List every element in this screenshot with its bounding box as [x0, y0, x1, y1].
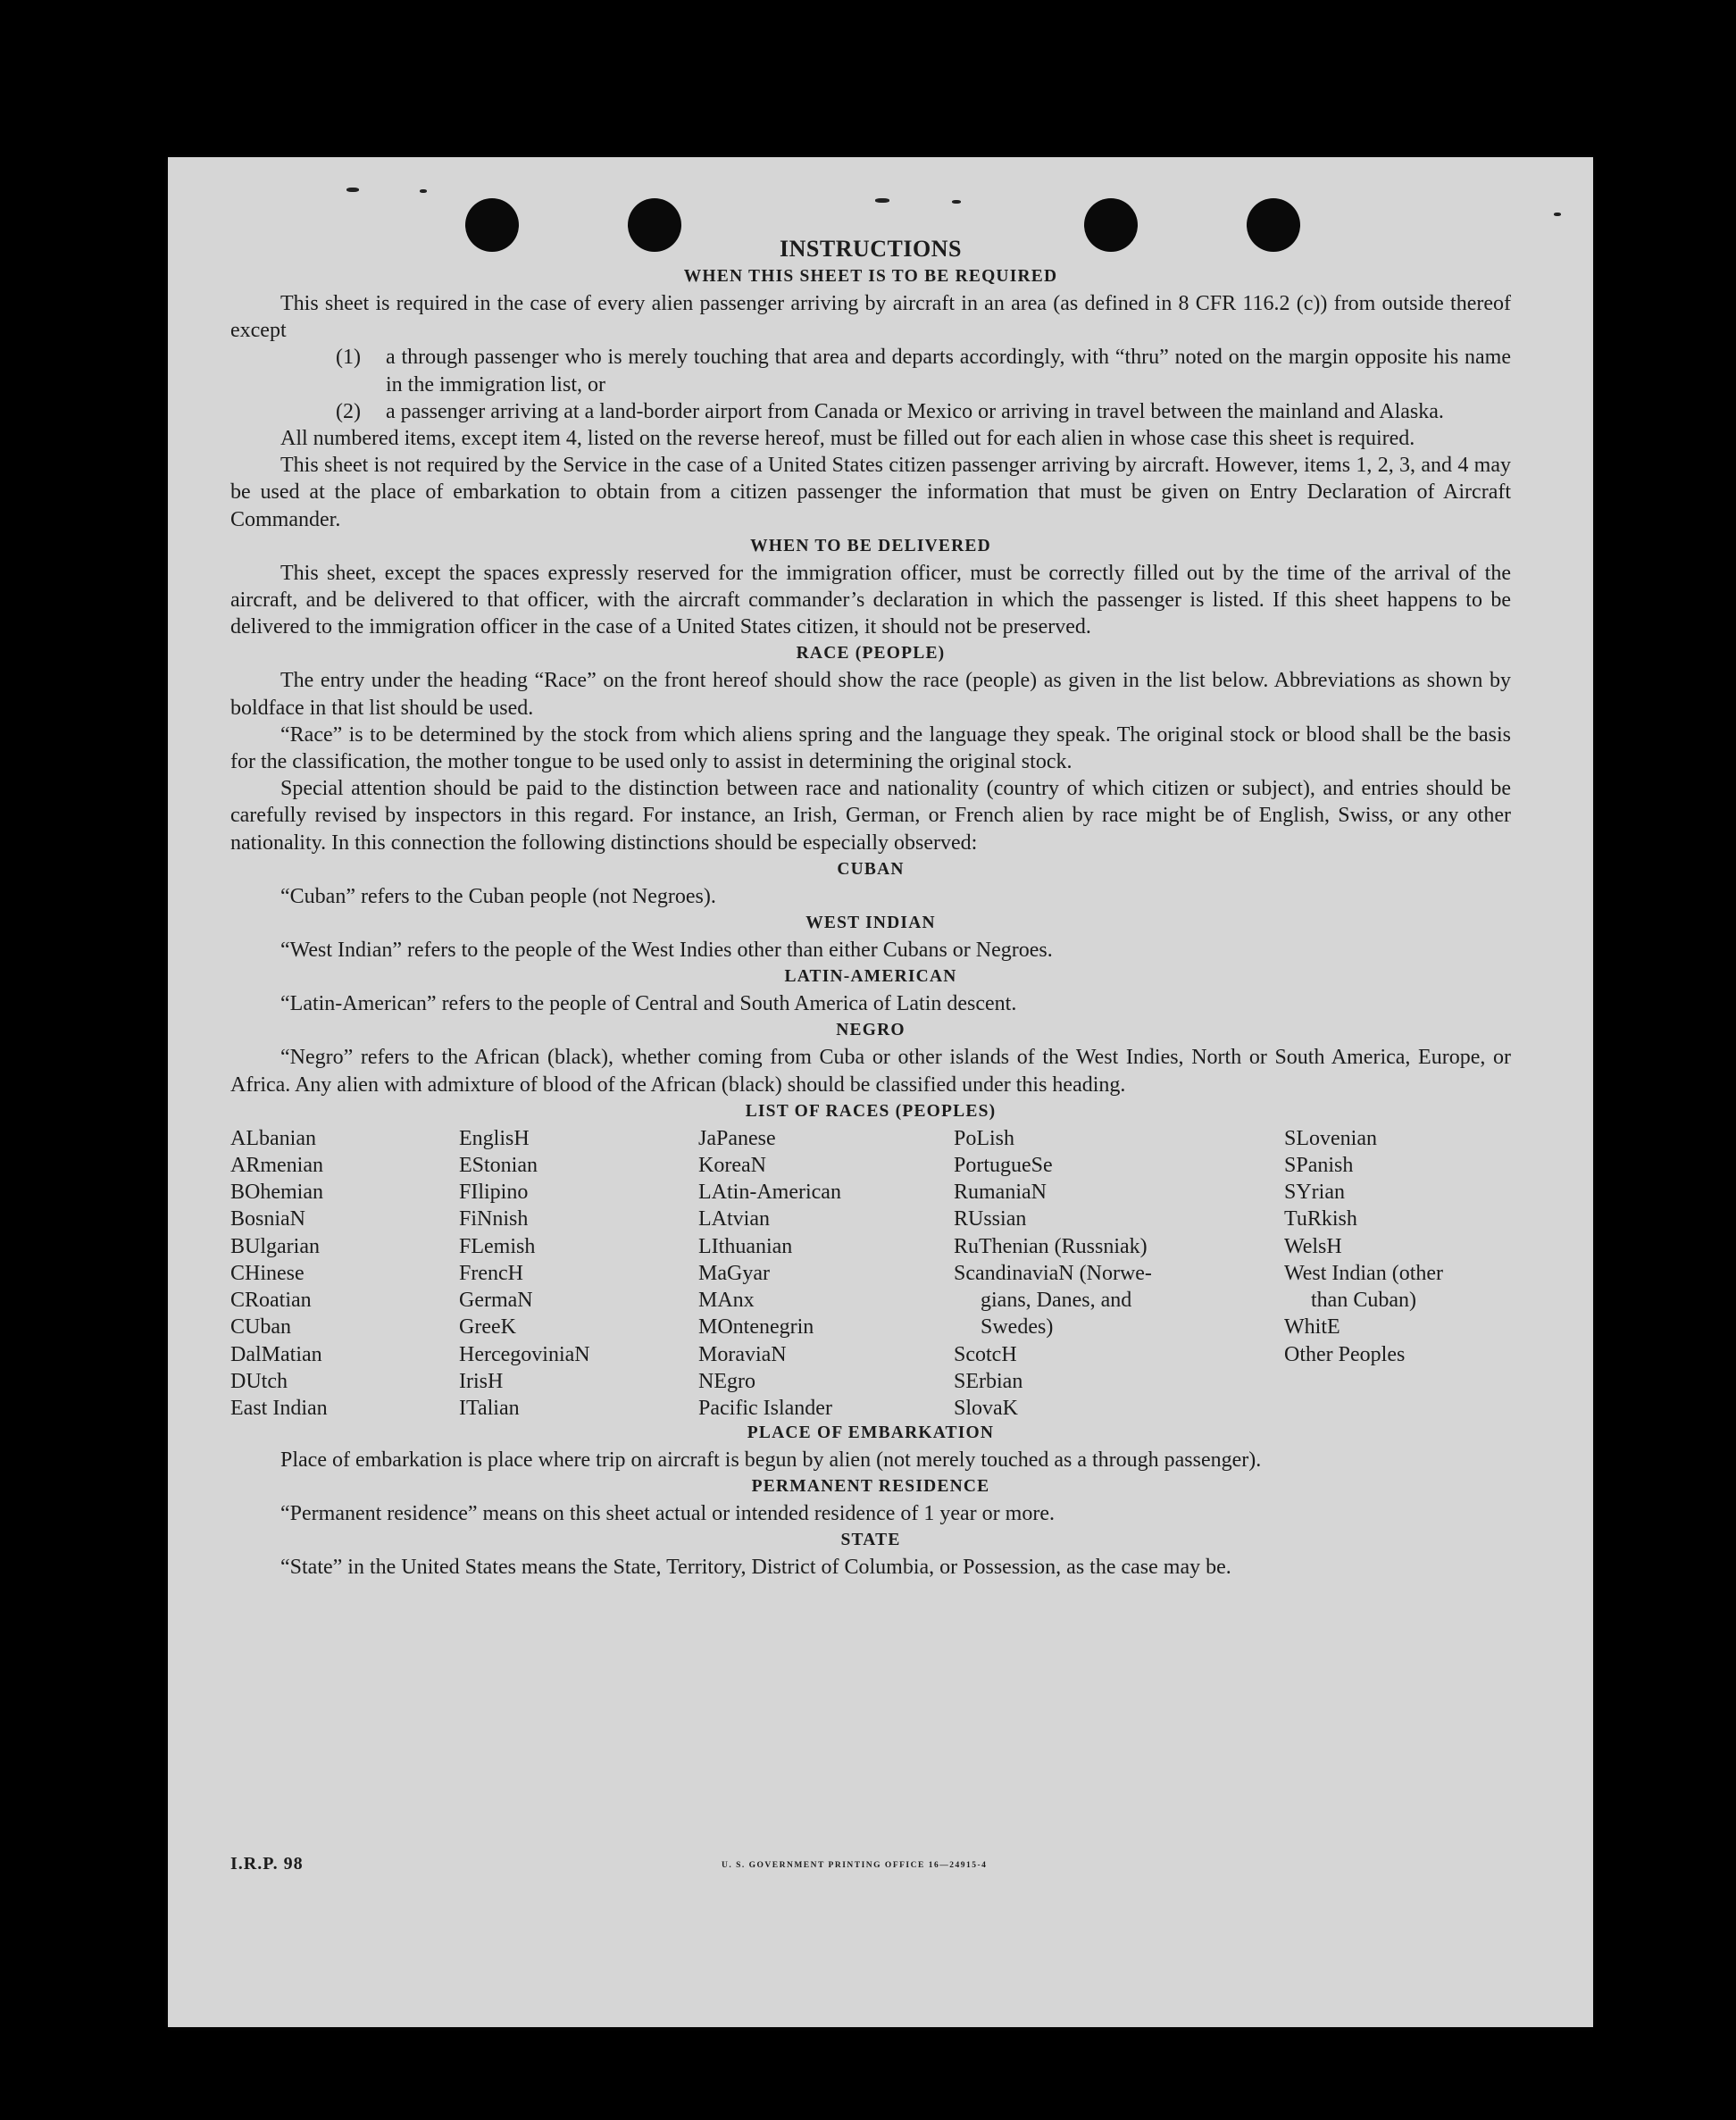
speck [952, 200, 961, 204]
race-entry: WelsH [1284, 1234, 1342, 1258]
paragraph-cuban: “Cuban” refers to the Cuban people (not Negroes). [280, 884, 716, 908]
paragraph-required-intro: This sheet is required in the case of every alien passenger arriving by aircraft in an area (as defined in 8 CFR 116.2 (c)) from outside thereof except [230, 292, 1511, 343]
races-column-1 [230, 1125, 328, 1422]
race-entry: GermaN [459, 1289, 533, 1313]
race-entry: CUban [230, 1315, 291, 1340]
race-entry: RumaniaN [954, 1181, 1047, 1205]
paragraph-latin-american: “Latin-American” refers to the people of Central and South America of Latin descent. [280, 992, 1017, 1016]
race-entry: IrisH [459, 1369, 504, 1393]
race-entry: FLemish [459, 1234, 536, 1258]
speck [420, 189, 427, 193]
heading-negro: NEGRO [836, 1021, 906, 1040]
paragraph-delivered: This sheet, except the spaces expressly reserved for the immigration officer, must be correctly filled out by the time of the arrival of the aircraft, and be delivered to that officer, with the aircraft commander’s declaration in which the passenger is listed. If this sheet happens to be delivered to the immigration officer in the case of a United States citizen, it should not be preserved. [230, 561, 1511, 639]
race-entry: EStonian [459, 1154, 538, 1178]
race-entry: LAtvian [698, 1207, 770, 1231]
race-entry: WhitE [1284, 1315, 1340, 1340]
race-entry: MOntenegrin [698, 1315, 814, 1340]
race-entry: SLovenian [1284, 1126, 1377, 1150]
race-entry: BOhemian [230, 1181, 323, 1205]
race-entry: PoLish [954, 1126, 1015, 1150]
race-entry-continued: than Cuban) [1311, 1289, 1416, 1313]
item-text: a passenger arriving at a land-border airport from Canada or Mexico or arriving in travel between the mainland and Alaska. [386, 399, 1444, 423]
paragraph-race-1: The entry under the heading “Race” on the front hereof should show the race (people) as given in the list below. Abbreviations as shown by boldface in that list should be used. [230, 669, 1511, 720]
paragraph-numbered-items: All numbered items, except item 4, listed on the reverse hereof, must be filled out for each alien in whose case this sheet is required. [280, 427, 1415, 451]
instructions-content [230, 234, 1511, 1581]
paragraph-race-2: “Race” is to be determined by the stock from which aliens spring and the language they speak. The original stock or blood shall be the basis for the classification, the mother tongue to be used only to assist in determining the original stock. [230, 722, 1511, 774]
paragraph-residence: “Permanent residence” means on this sheet actual or intended residence of 1 year or more. [280, 1502, 1055, 1526]
race-entry: MoraviaN [698, 1342, 787, 1366]
heading-embarkation: PLACE OF EMBARKATION [747, 1423, 995, 1442]
heading-delivered: WHEN TO BE DELIVERED [750, 536, 991, 555]
exception-item-2 [230, 398, 1511, 425]
race-entry: GreeK [459, 1315, 516, 1340]
speck [346, 188, 359, 192]
footer [230, 1854, 1511, 1881]
paragraph-embarkation: Place of embarkation is place where trip on aircraft is begun by alien (not merely touched as a through passenger). [280, 1448, 1262, 1472]
race-entry: ALbanian [230, 1126, 316, 1150]
heading-state: STATE [840, 1531, 901, 1550]
race-entry: ITalian [459, 1396, 520, 1420]
race-entry: EnglisH [459, 1126, 530, 1150]
race-entry: LIthuanian [698, 1234, 793, 1258]
race-entry: Pacific Islander [698, 1396, 832, 1420]
race-entry: East Indian [230, 1396, 328, 1420]
race-entry: PortugueSe [954, 1154, 1053, 1178]
item-number: (1) [336, 346, 361, 370]
speck [875, 198, 889, 203]
race-entry: SYrian [1284, 1181, 1345, 1205]
race-entry: FIlipino [459, 1181, 529, 1205]
race-entry: SErbian [954, 1369, 1023, 1393]
race-entry: FrencH [459, 1261, 523, 1285]
race-entry: CHinese [230, 1261, 305, 1285]
race-entry: DalMatian [230, 1342, 322, 1366]
race-entry: RuThenian (Russniak) [954, 1234, 1148, 1258]
paragraph-west-indian: “West Indian” refers to the people of the West Indies other than either Cubans or Negroes. [280, 939, 1053, 963]
race-entry: CRoatian [230, 1289, 312, 1313]
race-entry: West Indian (other [1284, 1261, 1444, 1285]
race-entry: JaPanese [698, 1126, 776, 1150]
race-entry: ScotcH [954, 1342, 1017, 1366]
heading-latin-american: LATIN-AMERICAN [784, 967, 957, 987]
heading-race: RACE (PEOPLE) [796, 644, 946, 664]
race-entry: DUtch [230, 1369, 288, 1393]
race-entry: FiNnish [459, 1207, 529, 1231]
exception-item-1 [230, 344, 1511, 397]
race-entry: LAtin-American [698, 1181, 841, 1205]
race-entry: SPanish [1284, 1154, 1354, 1178]
race-entry: SlovaK [954, 1396, 1018, 1420]
race-entry: BUlgarian [230, 1234, 320, 1258]
races-list [230, 1125, 1511, 1420]
page-title: INSTRUCTIONS [780, 236, 962, 262]
race-entry: KoreaN [698, 1154, 766, 1178]
race-entry: ARmenian [230, 1154, 323, 1178]
race-entry: RUssian [954, 1207, 1027, 1231]
heading-required: WHEN THIS SHEET IS TO BE REQUIRED [683, 267, 1058, 286]
race-entry: HercegoviniaN [459, 1342, 590, 1366]
races-column-5 [1284, 1125, 1443, 1368]
race-entry: ScandinaviaN (Norwe- [954, 1261, 1152, 1285]
paragraph-state: “State” in the United States means the State, Territory, District of Columbia, or Possession, as the case may be. [280, 1556, 1231, 1580]
paragraph-race-3: Special attention should be paid to the distinction between race and nationality (country of which citizen or subject), and entries should be carefully revised by inspectors in this regard. For instance, an Irish, German, or French alien by race might be of English, Swiss, or any other nationality. In this connection the following distinctions should be especially observed: [230, 777, 1511, 855]
printer-imprint: U. S. GOVERNMENT PRINTING OFFICE 16—24915-4 [722, 1861, 988, 1870]
document-sheet [168, 157, 1593, 2027]
race-entry: NEgro [698, 1369, 755, 1393]
races-column-3 [698, 1125, 841, 1422]
heading-cuban: CUBAN [837, 859, 905, 879]
paragraph-citizen: This sheet is not required by the Service in the case of a United States citizen passenger arriving by aircraft. However, items 1, 2, 3, and 4 may be used at the place of embarkation to obtain from a citizen passenger the information that must be given on Entry Declaration of Aircraft Commander. [230, 454, 1511, 531]
form-number: I.R.P. 98 [230, 1854, 304, 1874]
race-entry: Other Peoples [1284, 1342, 1406, 1366]
heading-residence: PERMANENT RESIDENCE [751, 1477, 990, 1497]
heading-races-list: LIST OF RACES (PEOPLES) [745, 1101, 997, 1121]
paragraph-negro: “Negro” refers to the African (black), whether coming from Cuba or other islands of the West Indies, North or South America, Europe, or Africa. Any alien with admixture of blood of the African (black) should be classified under this heading. [230, 1046, 1511, 1097]
item-number: (2) [336, 399, 361, 423]
heading-west-indian: WEST INDIAN [805, 914, 936, 933]
races-column-4 [954, 1125, 1152, 1422]
speck [1554, 213, 1561, 216]
race-entry: MAnx [698, 1289, 755, 1313]
race-entry: TuRkish [1284, 1207, 1357, 1231]
race-entry: MaGyar [698, 1261, 770, 1285]
race-entry-continued: gians, Danes, and [981, 1289, 1132, 1313]
races-column-2 [459, 1125, 590, 1422]
race-entry: BosniaN [230, 1207, 305, 1231]
item-text: a through passenger who is merely touching that area and departs accordingly, with “thru” noted on the margin opposite his name in the immigration list, or [386, 346, 1511, 396]
race-entry-continued: Swedes) [981, 1315, 1054, 1340]
